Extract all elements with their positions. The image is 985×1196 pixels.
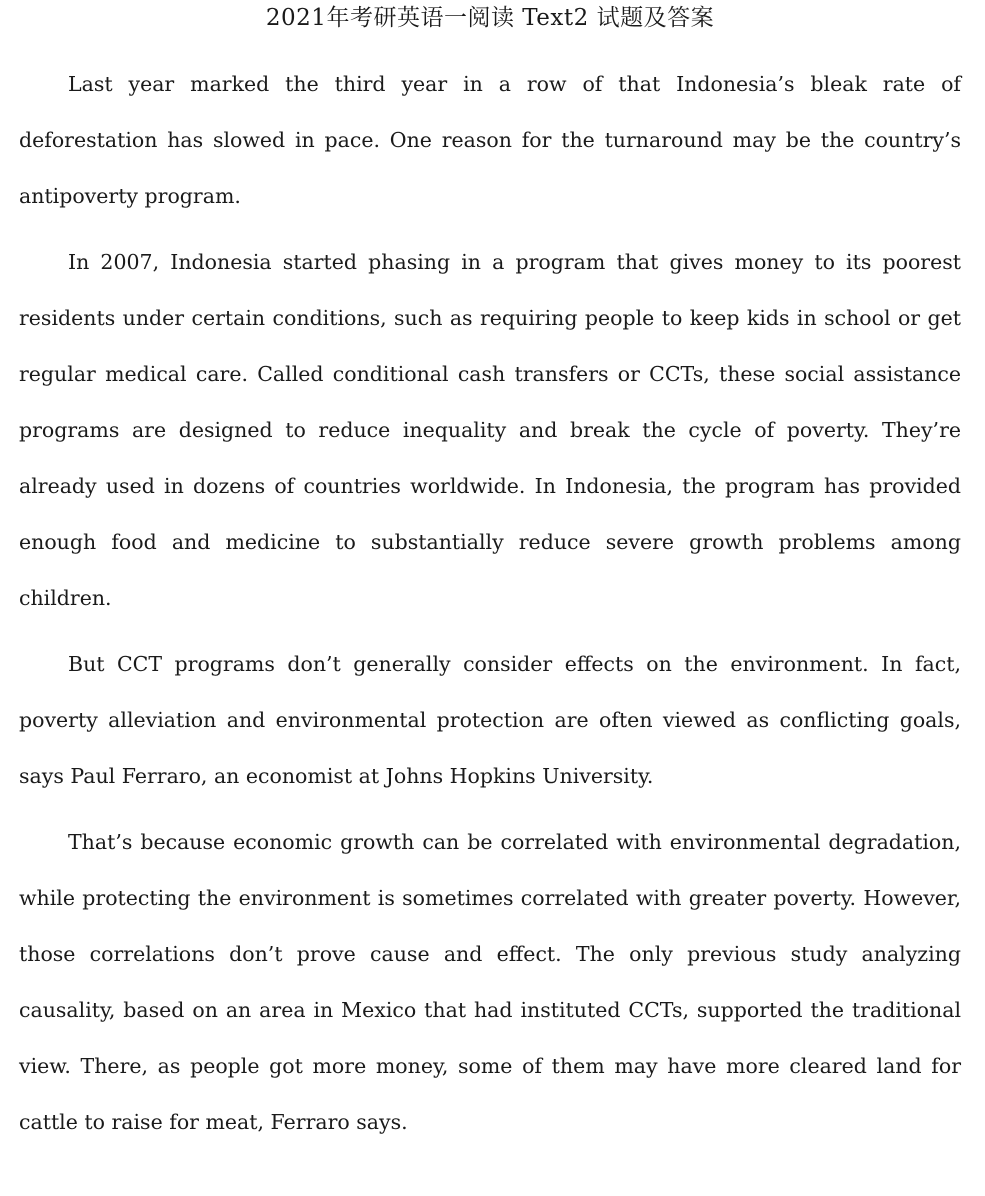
paragraph-1: Last year marked the third year in a row of that Indonesia’s bleak rate of deforestation has slowed in pace. One reason for the turnaround may be the country’s antipoverty program.: [19, 72, 961, 208]
paragraph-3: But CCT programs don’t generally consider effects on the environment. In fact, poverty alleviation and environmental protection are often viewed as conflicting goals, says Paul Ferraro, an economist at Johns Hopkins University.: [19, 652, 961, 788]
paragraph-4: That’s because economic growth can be correlated with environmental degradation, while protecting the environment is sometimes correlated with greater poverty. However, those correlations don’t prove cause and effect. The only previous study analyzing causality, based on an area in Mexico that had instituted CCTs, supported the traditional view. There, as people got more money, some of them may have more cleared land for cattle to raise for meat, Ferraro says.: [19, 830, 961, 1134]
document-title: 2021年考研英语一阅读 Text2 试题及答案: [265, 5, 715, 31]
paragraph-2: In 2007, Indonesia started phasing in a program that gives money to its poorest residents under certain conditions, such as requiring people to keep kids in school or get regular medical care. Called conditional cash transfers or CCTs, these social assistance programs are designed to reduce inequality and break the cycle of poverty. They’re already used in dozens of countries worldwide. In Indonesia, the program has provided enough food and medicine to substantially reduce severe growth problems among children.: [19, 250, 961, 610]
